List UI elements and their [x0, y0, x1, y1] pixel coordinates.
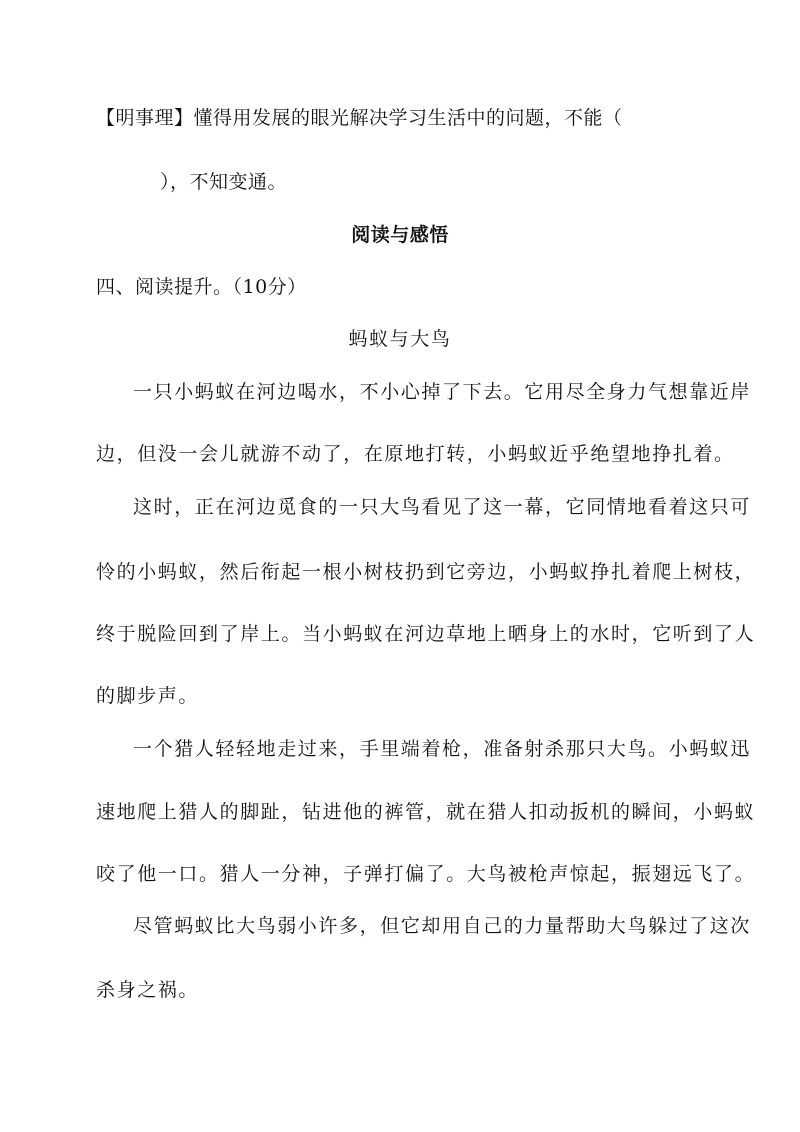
story-line: 咬了他一口。猎人一分神，子弹打偏了。大鸟被枪声惊起，振翅远飞了。: [96, 863, 756, 885]
story-line: 一只小蚂蚁在河边喝水，不小心掉了下去。它用尽全身力气想靠近岸: [133, 381, 752, 403]
section-title: 阅读与感悟: [351, 224, 449, 246]
story-line: 的脚步声。: [96, 685, 200, 707]
instruction-line-2: ），不知变通。: [160, 171, 288, 193]
story-line: 终于脱险回到了岸上。当小蚂蚁在河边草地上晒身上的水时，它听到了人: [96, 623, 756, 645]
instruction-line-1: 【明事理】懂得用发展的眼光解决学习生活中的问题，不能（: [96, 107, 623, 129]
story-line: 一个猎人轻轻地走过来，手里端着枪，准备射杀那只大鸟。小蚂蚁迅: [133, 738, 752, 760]
story-line: 边，但没一会儿就游不动了，在原地打转，小蚂蚁近乎绝望地挣扎着。: [96, 443, 735, 465]
story-line: 杀身之祸。: [96, 979, 200, 1001]
story-line: 速地爬上猎人的脚趾，钻进他的裤管，就在猎人扣动扳机的瞬间，小蚂蚁: [96, 801, 756, 823]
story-line: 怜的小蚂蚁，然后衔起一根小树枝扔到它旁边，小蚂蚁挣扎着爬上树枝，: [96, 561, 756, 583]
story-line: 这时，正在河边觅食的一只大鸟看见了这一幕，它同情地看着这只可: [133, 496, 752, 518]
story-line: 尽管蚂蚁比大鸟弱小许多，但它却用自己的力量帮助大鸟躲过了这次: [133, 915, 752, 937]
question-heading: 四、阅读提升。（10分）: [96, 276, 307, 298]
story-title: 蚂蚁与大鸟: [348, 328, 452, 350]
